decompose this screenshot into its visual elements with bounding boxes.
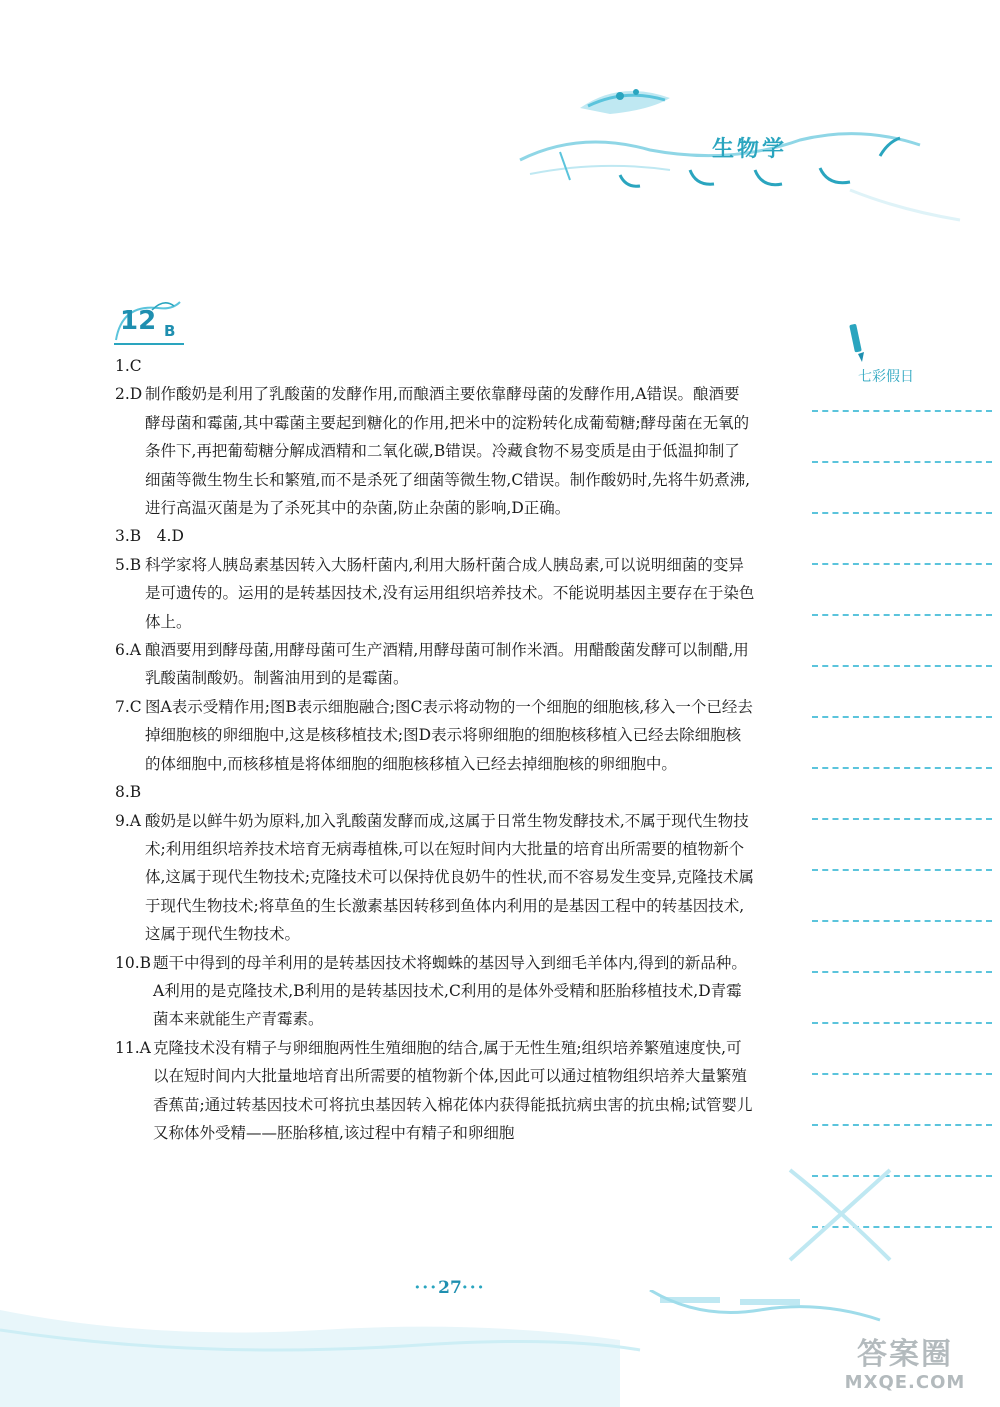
note-line (812, 920, 992, 922)
answer-explanation: 科学家将人胰岛素基因转入大肠杆菌内,利用大肠杆菌合成人胰岛素,可以说明细菌的变异是可遗传的。运用的是转基因技术,没有运用组织培养技术。不能说明基因主要存在于染色体上。 (145, 555, 755, 631)
answer-explanation: 克隆技术没有精子与卵细胞两性生殖细胞的结合,属于无性生殖;组织培养繁殖速度快,可以在短时间内大批量地培育出所需要的植物新个体,因此可以通过植物组织培养大量繁殖香蕉苗;通过转基因技术可将抗虫基因转入棉花体内获得能抵抗病虫害的抗虫棉;试管婴儿又称体外受精——胚胎移植,该过程中有精子和卵细胞 (153, 1038, 753, 1142)
answer-explanation: 图A表示受精作用;图B表示细胞融合;图C表示将动物的一个细胞的细胞核,移入一个已经去掉细胞核的卵细胞中,这是核移植技术;图D表示将卵细胞的细胞核移植入已经去除细胞核的体细胞中,而核移植是将体细胞的细胞核移植入已经去掉细胞核的卵细胞中。 (145, 697, 753, 773)
answer-11 (115, 1034, 755, 1148)
unit-number: 12 (120, 306, 157, 336)
note-line (812, 1124, 992, 1126)
answer-number: 9.A (115, 811, 141, 830)
note-line (812, 410, 992, 412)
answer-number: 1.C (115, 357, 142, 375)
note-line (812, 1073, 992, 1075)
answer-2 (115, 380, 755, 522)
sidebar-label: 七彩假日 (858, 369, 914, 385)
answer-number: 2.D (115, 385, 143, 404)
note-line (812, 563, 992, 565)
watermark-url: MXQE.COM (844, 1372, 966, 1393)
answer-list (115, 352, 755, 1147)
answer-explanation: 酿酒要用到酵母菌,用酵母菌可生产酒精,用酵母菌可制作米酒。用醋酸菌发酵可以制醋,用乳酸菌制酸奶。制酱油用到的是霉菌。 (145, 641, 749, 688)
answer-7 (115, 693, 755, 778)
page-number-value: 27 (438, 1278, 462, 1298)
note-line (812, 614, 992, 616)
answer-explanation: 制作酸奶是利用了乳酸菌的发酵作用,而酿酒主要依靠酵母菌的发酵作用,A错误。酿酒要酵母菌和霉菌,其中霉菌主要起到糖化的作用,把米中的淀粉转化成葡萄糖;酵母菌在无氧的条件下,再把葡萄糖分解成酒精和二氧化碳,B错误。冷藏食物不易变质是由于低温抑制了细菌等微生物生长和繁殖,而不是杀死了细菌等微生物,C错误。制作酸奶时,先将牛奶煮沸,进行高温灭菌是为了杀死其中的杂菌,防止杂菌的影响,D正确。 (145, 385, 751, 518)
note-line (812, 461, 992, 463)
decorative-cross-icon (780, 1160, 900, 1270)
note-line (812, 971, 992, 973)
unit-letter: B (164, 322, 176, 340)
pen-icon (848, 322, 868, 364)
answer-number: 5.B (115, 555, 142, 574)
note-line (812, 716, 992, 718)
answer-9 (115, 807, 755, 949)
answer-number: 7.C (115, 697, 142, 716)
watermark (820, 1338, 990, 1394)
note-line (812, 665, 992, 667)
answer-number: 11.A (115, 1038, 151, 1057)
answer-8 (115, 778, 755, 806)
watermark-logo: 答案圈 (857, 1337, 953, 1372)
answer-1 (115, 352, 755, 380)
subject-title: 生物学 (712, 137, 788, 162)
answer-number: 6.A (115, 641, 141, 660)
note-line (812, 1022, 992, 1024)
answer-explanation: 题干中得到的母羊利用的是转基因技术将蜘蛛的基因导入到细毛羊体内,得到的新品种。A利用的是克隆技术,B利用的是转基因技术,C利用的是体外受精和胚胎移植技术,D青霉菌本来就能生产青霉素。 (153, 953, 747, 1029)
note-line (812, 818, 992, 820)
answer-number: 3.B 4.D (115, 527, 184, 546)
answer-10 (115, 949, 755, 1034)
answer-explanation: 酸奶是以鲜牛奶为原料,加入乳酸菌发酵而成,这属于日常生物发酵技术,不属于现代生物技术;利用组织培养技术培育无病毒植株,可以在短时间内大批量的培育出所需要的植物新个体,这属于现代生物技术;克隆技术可以保持优良奶牛的性状,而不容易发生变异,克隆技术属于现代生物技术;将草鱼的生长激素基因转移到鱼体内利用的是基因工程中的转基因技术,这属于现代生物技术。 (145, 811, 755, 944)
note-line (812, 869, 992, 871)
note-line (812, 767, 992, 769)
answer-number: 10.B (115, 953, 152, 972)
note-line (812, 512, 992, 514)
note-lines (812, 410, 992, 1277)
answer-6 (115, 636, 755, 693)
answer-5 (115, 551, 755, 636)
answer-number: 8.B (115, 783, 142, 802)
answer-3-4 (115, 522, 755, 550)
page-number: ···27··· (414, 1278, 486, 1298)
